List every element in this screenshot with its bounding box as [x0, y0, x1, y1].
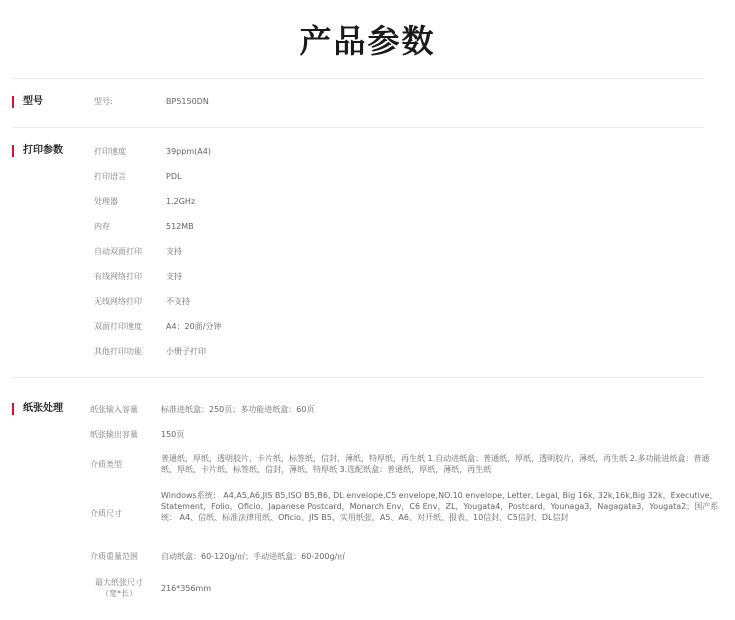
spec-value: 39ppm(A4)	[166, 147, 211, 156]
spec-key: 处理器	[94, 197, 118, 206]
spec-row	[94, 96, 694, 108]
spec-row	[90, 453, 720, 477]
spec-value: 普通纸，厚纸，透明胶片，卡片纸，标签纸，信封，薄纸，特厚纸，再生纸 1.自动进纸盒：普通纸，厚纸，透明胶片，薄纸，再生纸 2.多功能进纸盒：普通纸，厚纸，卡片纸，标签纸，信封，薄纸，特厚纸 3.选配纸盒：普通纸，厚纸，薄纸，再生纸	[161, 454, 710, 474]
spec-value: PDL	[166, 172, 182, 181]
spec-row	[90, 429, 720, 441]
spec-value: 支持	[166, 247, 182, 256]
spec-key: 最大纸张尺寸（宽*长）	[95, 578, 143, 598]
spec-key: 自动双面打印	[94, 247, 142, 256]
spec-key: 打印语言	[94, 172, 126, 181]
spec-key: 介质重量范围	[90, 552, 138, 561]
spec-key: 介质尺寸	[90, 509, 122, 518]
spec-key: 介质类型	[90, 460, 122, 469]
spec-value: 150页	[161, 430, 185, 439]
section-paper-handling	[12, 403, 722, 608]
spec-row	[94, 146, 694, 158]
spec-key: 有线网络打印	[94, 272, 142, 281]
section-heading: 型号	[12, 96, 43, 108]
divider	[12, 377, 704, 378]
spec-value: Windows系统： A4,A5,A6,JIS B5,ISO B5,B6, DL envelope,C5 envelope,NO.10 envelope, Letter, Legal, Big 16k, 32k,16k,Big 32k，Executive，Statement，Folio，Oficio，Japanese Postcard，Monarch Env，C6 Env，ZL，Yougata4，Postcard，Younaga3，Nagagata3，Yougata2；国产系统： A4、信纸、标准法律用纸、Oficio、JIS B5、实用纸张、A5、A6、对开纸、报表、10信封、C5信封、DL信封	[161, 491, 719, 522]
spec-value: 自动纸盒：60-120g/㎡；手动进纸盒：60-200g/㎡	[161, 552, 346, 561]
spec-row	[94, 271, 694, 283]
spec-value: 216*356mm	[161, 584, 212, 593]
divider	[12, 127, 704, 128]
spec-value: 512MB	[166, 222, 194, 231]
spec-key: 无线网络打印	[94, 297, 142, 306]
spec-value: A4：20面/分钟	[166, 322, 222, 331]
spec-row	[94, 196, 694, 208]
spec-value: 小册子打印	[166, 347, 206, 356]
spec-value: 支持	[166, 272, 182, 281]
spec-row	[94, 171, 694, 183]
spec-row	[90, 490, 720, 536]
spec-row	[94, 246, 694, 258]
spec-value: BP5150DN	[166, 97, 209, 106]
spec-row	[90, 577, 720, 601]
spec-key: 纸张输出容量	[90, 430, 138, 439]
spec-key: 内存	[94, 222, 110, 231]
spec-value: 1.2GHz	[166, 197, 196, 206]
spec-value: 标准进纸盒：250页；多功能进纸盒：60页	[161, 405, 315, 414]
section-heading: 打印参数	[12, 145, 63, 157]
spec-key: 双面打印速度	[94, 322, 142, 331]
page-title: 产品参数	[299, 22, 436, 60]
spec-row	[94, 346, 694, 358]
spec-row	[94, 296, 694, 308]
spec-key: 其他打印功能	[94, 347, 142, 356]
spec-key: 纸张输入容量	[90, 405, 138, 414]
section-model	[12, 96, 722, 116]
divider	[12, 78, 704, 79]
spec-value: 不支持	[166, 297, 190, 306]
spec-row	[90, 551, 720, 563]
section-heading: 纸张处理	[12, 403, 63, 415]
spec-key: 型号:	[94, 97, 113, 106]
spec-row	[94, 221, 694, 233]
section-print-params	[12, 145, 722, 365]
spec-key: 打印速度	[94, 147, 126, 156]
spec-row	[90, 404, 720, 416]
spec-row	[94, 321, 694, 333]
